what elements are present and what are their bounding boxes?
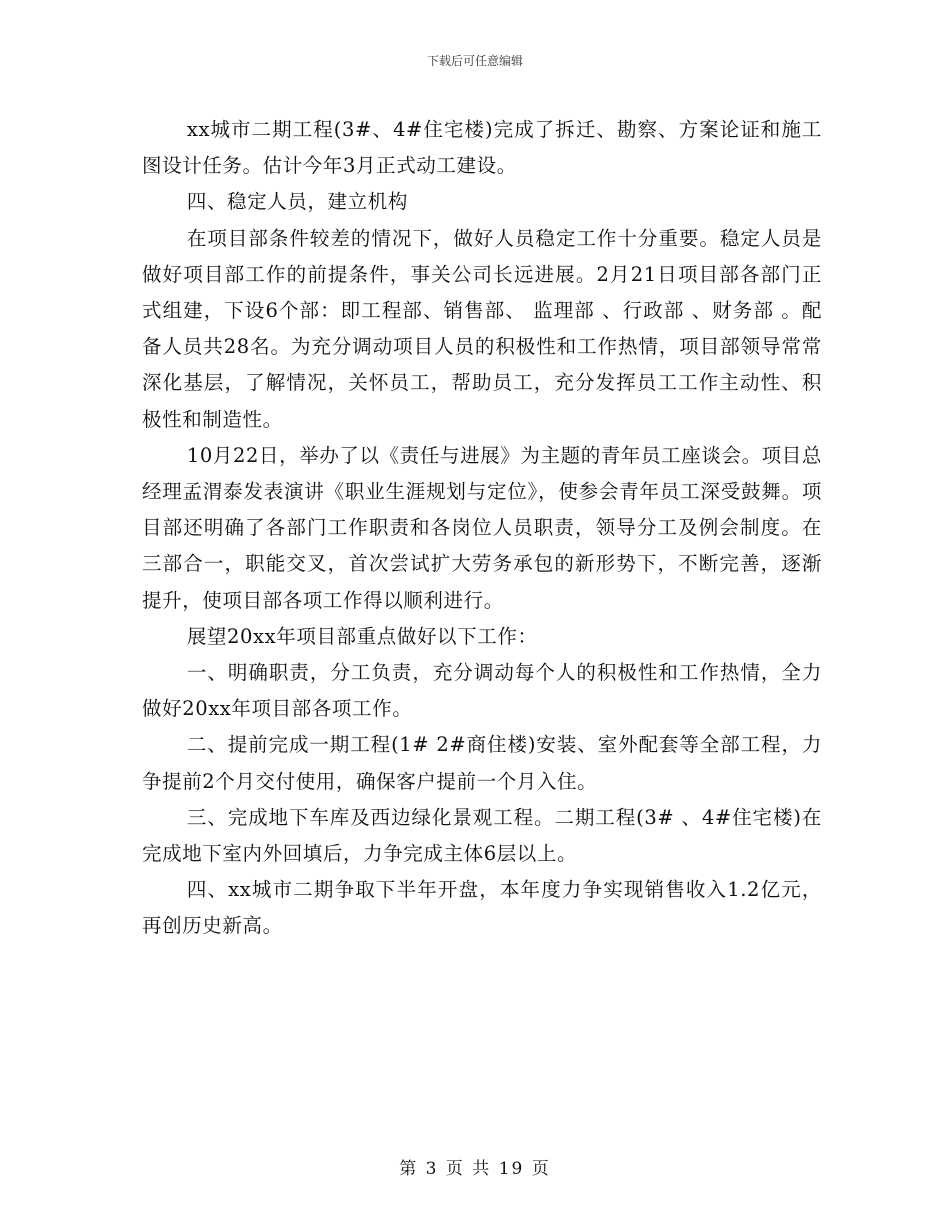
page-number-footer: 第 3 页 共 19 页 <box>399 1159 551 1179</box>
paragraph-phase2-progress: xx城市二期工程(3#、4#住宅楼)完成了拆迁、勘察、方案论证和施工图设计任务。估计今年3月正式动工建设。 <box>142 118 822 178</box>
document-body <box>142 112 822 945</box>
section-heading-staffing: 四、稳定人员，建立机构 <box>186 190 408 214</box>
paragraph-goal-4: 四、xx城市二期争取下半年开盘，本年度力争实现销售收入1.2亿元，再创历史新高。 <box>142 878 822 938</box>
paragraph-staffing: 在项目部条件较差的情况下，做好人员稳定工作十分重要。稳定人员是做好项目部工作的前提条件，事关公司长远进展。2月21日项目部各部门正式组建，下设6个部：即工程部、销售部、 监理部 、行政部 、财务部 。配备人员共28名。为充分调动项目人员的积极性和工作热情，项目部领导常常深化基层，了解情况，关怀员工，帮助员工，充分发挥员工工作主动性、积极性和制造性。 <box>142 226 822 431</box>
paragraph-goal-2: 二、提前完成一期工程(1# 2#商住楼)安装、室外配套等全部工程，力争提前2个月交付使用，确保客户提前一个月入住。 <box>142 733 822 793</box>
paragraph-outlook-intro: 展望20xx年项目部重点做好以下工作： <box>186 624 538 648</box>
paragraph-goal-1: 一、明确职责，分工负责，充分调动每个人的积极性和工作热情，全力做好20xx年项目部各项工作。 <box>142 661 822 721</box>
paragraph-youth-forum: 10月22日，举办了以《责任与进展》为主题的青年员工座谈会。项目总经理孟渭泰发表演讲《职业生涯规划与定位》，使参会青年员工深受鼓舞。项目部还明确了各部门工作职责和各岗位人员职责，领导分工及例会制度。在三部合一，职能交叉，首次尝试扩大劳务承包的新形势下，不断完善，逐渐提升，使项目部各项工作得以顺利进行。 <box>142 443 822 612</box>
page-header: 下载后可任意编辑 <box>426 54 523 68</box>
paragraph-goal-3: 三、完成地下车库及西边绿化景观工程。二期工程(3# 、4#住宅楼)在完成地下室内外回填后，力争完成主体6层以上。 <box>142 805 822 866</box>
